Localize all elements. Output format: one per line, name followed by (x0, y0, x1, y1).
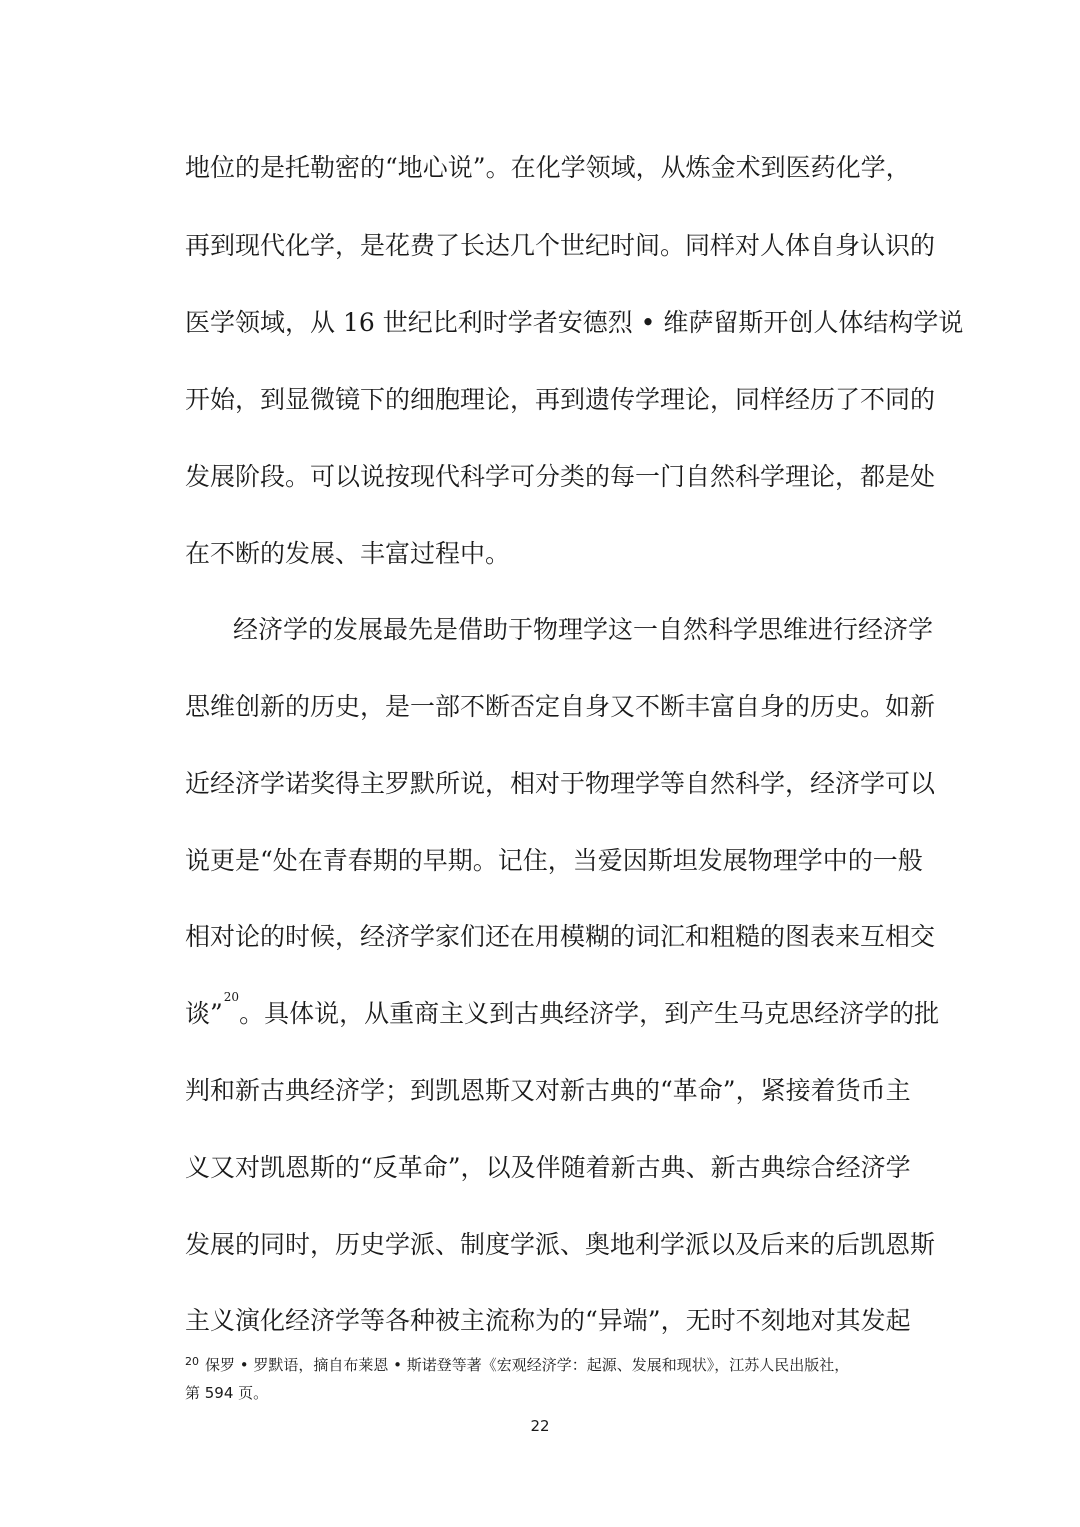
body-text-line: 发展阶段。可以说按现代科学可分类的每一门自然科学理论，都是处 (185, 462, 936, 491)
body-text-line: 主义演化经济学等各种被主流称为的“异端”，无时不刻地对其发起 (185, 1306, 911, 1335)
footnote-text: 保罗 • 罗默语，摘自布莱恩 • 斯诺登等著《宏观经济学：起源、发展和现状》，江苏人民出版社， (205, 1356, 850, 1374)
body-text-line: 义又对凯恩斯的“反革命”，以及伴随着新古典、新古典综合经济学 (185, 1153, 911, 1182)
footnote-number: 20 (185, 1355, 199, 1368)
body-text-line: 医学领域，从 16 世纪比利时学者安德烈 • 维萨留斯开创人体结构学说 (185, 308, 964, 337)
body-text-line: 开始，到显微镜下的细胞理论，再到遗传学理论，同样经历了不同的 (185, 385, 936, 414)
body-text-line: 思维创新的历史，是一部不断否定自身又不断丰富自身的历史。如新 (185, 692, 936, 721)
body-text-line: 近经济学诺奖得主罗默所说，相对于物理学等自然科学，经济学可以 (185, 769, 936, 798)
footnote-line: 第 594 页。 (185, 1384, 269, 1402)
body-text-line: 在不断的发展、丰富过程中。 (185, 539, 511, 568)
text-fragment: 。具体说，从重商主义到古典经济学，到产生马克思经济学的批 (239, 999, 940, 1028)
body-text-line: 相对论的时候，经济学家们还在用模糊的词汇和粗糙的图表来互相交 (185, 922, 936, 951)
body-text-line: 判和新古典经济学；到凯恩斯又对新古典的“革命”，紧接着货币主 (185, 1076, 911, 1105)
body-text-line: 地位的是托勒密的“地心说”。在化学领域，从炼金术到医药化学， (185, 153, 911, 182)
text-fragment: 谈” (185, 999, 223, 1028)
footnote-line (185, 1352, 897, 1380)
body-text-line: 再到现代化学，是花费了长达几个世纪时间。同样对人体自身认识的 (185, 231, 936, 260)
body-text-line: 发展的同时，历史学派、制度学派、奥地利学派以及后来的后凯恩斯 (185, 1230, 936, 1259)
body-text-line: 说更是“处在青春期的早期。记住，当爱因斯坦发展物理学中的一般 (185, 846, 923, 875)
body-text-line-with-footnote-ref (185, 990, 940, 1034)
body-text-line: 经济学的发展最先是借助于物理学这一自然科学思维进行经济学 (233, 615, 934, 644)
page-number: 22 (530, 1417, 550, 1435)
footnote-reference: 20 (223, 990, 240, 1004)
footnote (185, 1352, 897, 1406)
